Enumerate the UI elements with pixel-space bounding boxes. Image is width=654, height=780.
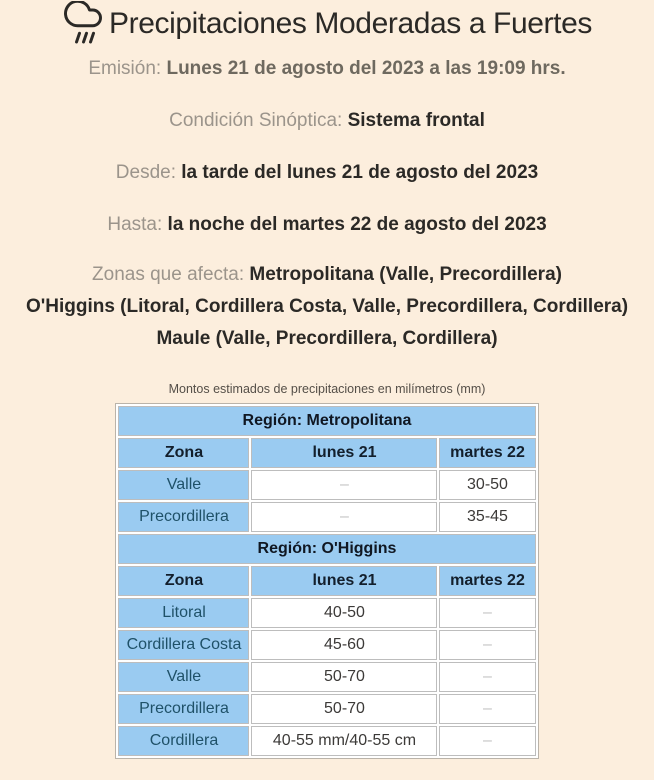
- table-row: [118, 502, 535, 532]
- column-header-zona: Zona: [118, 438, 249, 468]
- table-row: [118, 694, 535, 724]
- zone-cell: Cordillera: [118, 726, 249, 756]
- synoptic-label: Condición Sinóptica:: [169, 110, 343, 131]
- table-row: [118, 470, 535, 500]
- value-cell: –: [439, 598, 535, 628]
- zones-line-2: O'Higgins (Litoral, Cordillera Costa, Valle, Precordillera, Cordillera): [25, 296, 629, 317]
- table-caption: Montos estimados de precipitaciones en milímetros (mm): [168, 382, 486, 396]
- page-header: [0, 0, 654, 46]
- value-cell: –: [439, 662, 535, 692]
- region-header-row: [118, 406, 535, 436]
- emission-value: Lunes 21 de agosto del 2023 a las 19:09 hrs.: [166, 58, 566, 79]
- zones-line-1: [0, 259, 654, 291]
- value-cell: –: [439, 726, 535, 756]
- from-line: [0, 161, 654, 184]
- emission-line: [0, 57, 654, 80]
- column-header-row: [118, 566, 535, 596]
- table-row: [118, 662, 535, 692]
- column-header-lunes: lunes 21: [251, 566, 437, 596]
- table-row: [118, 598, 535, 628]
- emission-label: Emisión:: [88, 58, 162, 79]
- zone-cell: Valle: [118, 470, 249, 500]
- cloud-rain-icon: [62, 1, 104, 47]
- from-value: la tarde del lunes 21 de agosto del 2023: [181, 162, 539, 183]
- zone-cell: Precordillera: [118, 502, 249, 532]
- synoptic-value: Sistema frontal: [347, 110, 485, 131]
- zones-value-1: Metropolitana (Valle, Precordillera): [249, 264, 562, 285]
- page-title: Precipitaciones Moderadas a Fuertes: [109, 7, 592, 40]
- until-line: [0, 213, 654, 236]
- column-header-row: [118, 438, 535, 468]
- region-header-row: [118, 534, 535, 564]
- until-value: la noche del martes 22 de agosto del 2023: [167, 214, 547, 235]
- table-row: [118, 630, 535, 660]
- value-cell: –: [251, 502, 437, 532]
- column-header-martes: martes 22: [439, 566, 535, 596]
- column-header-lunes: lunes 21: [251, 438, 437, 468]
- zone-cell: Cordillera Costa: [118, 630, 249, 660]
- synoptic-line: [0, 109, 654, 132]
- region-header: Región: O'Higgins: [118, 534, 535, 564]
- column-header-martes: martes 22: [439, 438, 535, 468]
- value-cell: –: [439, 630, 535, 660]
- value-cell: –: [251, 470, 437, 500]
- value-cell: 40-55 mm/40-55 cm: [251, 726, 437, 756]
- zones-block: [0, 259, 654, 355]
- table-row: [118, 726, 535, 756]
- value-cell: –: [439, 694, 535, 724]
- value-cell: 50-70: [251, 662, 437, 692]
- zone-cell: Litoral: [118, 598, 249, 628]
- zone-cell: Valle: [118, 662, 249, 692]
- region-header: Región: Metropolitana: [118, 406, 535, 436]
- precipitation-table: [115, 403, 538, 759]
- from-label: Desde:: [115, 162, 176, 183]
- zones-label: Zonas que afecta:: [92, 264, 245, 285]
- value-cell: 35-45: [439, 502, 535, 532]
- value-cell: 40-50: [251, 598, 437, 628]
- zones-line-3: Maule (Valle, Precordillera, Cordillera): [156, 328, 498, 349]
- value-cell: 30-50: [439, 470, 535, 500]
- value-cell: 45-60: [251, 630, 437, 660]
- zone-cell: Precordillera: [118, 694, 249, 724]
- value-cell: 50-70: [251, 694, 437, 724]
- column-header-zona: Zona: [118, 566, 249, 596]
- until-label: Hasta:: [107, 214, 163, 235]
